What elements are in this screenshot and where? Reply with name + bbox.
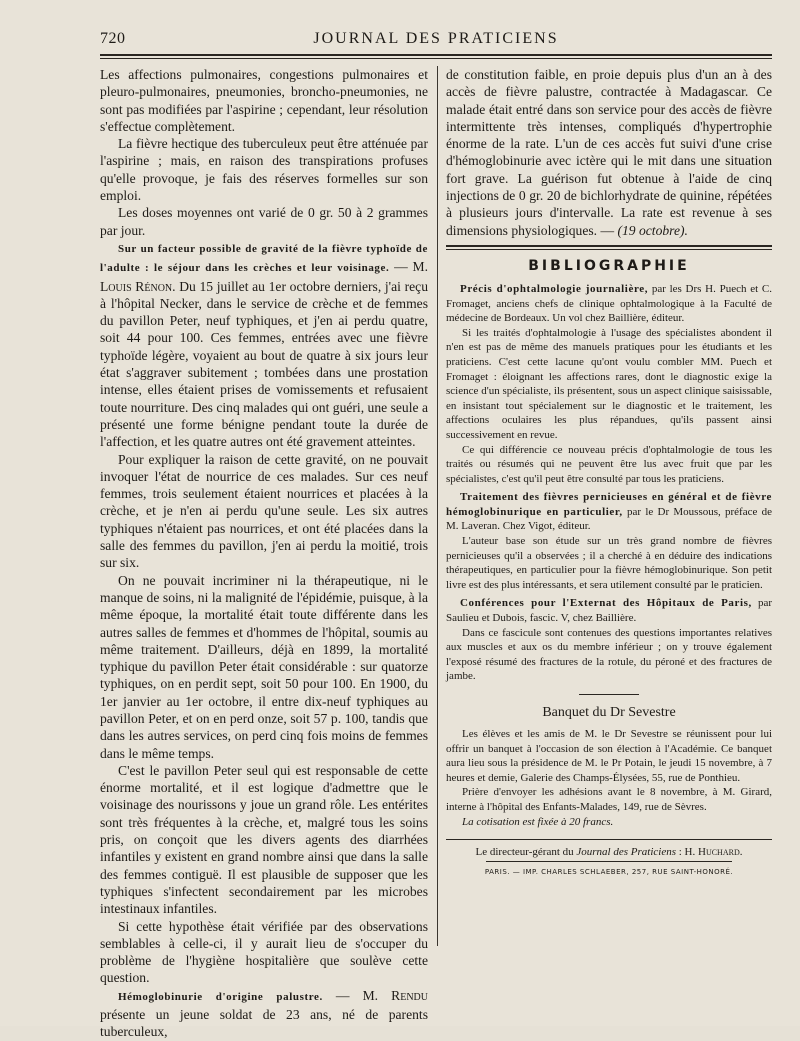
author-rendu: M. Rendu (362, 987, 428, 1003)
banquet-paragraph-1: Les élèves et les amis de M. le Dr Sevestre se réunissent pour lui offrir un banquet à l'occasion de son élection à l'Académie. Ce banquet aura lieu sous la présidence de M. le Pr Potain, le jeudi 15 novembre, à 7 heures et demie, Galerie des Champs-Élysées, 55, rue de Ponthieu. (446, 728, 772, 784)
biblio-text-ophtalmologie: par les Drs H. Puech et C. Fromaget, anciens chefs de clinique ophtalmologique à la Faculté de médecine de Bordeaux. Un vol chez Baillière, éditeur. (446, 282, 772, 325)
biblio-paragraph-ophtalmo-1: Si les traités d'ophtalmologie à l'usage des spécialistes abondent il n'en est pas de même des manuels pratiques pour les étudiants et les praticiens. C'est cette lacune qu'ont voulu combler MM. Puech et Fromaget : éloignant les affections rares, dont le diagnostic exige la science d'un spécialiste, ils présentent, sous un aspect clinique saisissable, en insistant tout spécialement sur le diagnostic et le traitement, les affections oculaires les plus répandues, qu'ils passent ainsi successivement en revue. (446, 326, 772, 441)
paragraph-hectic-fever: La fièvre hectique des tuberculeux peut être atténuée par l'aspirine ; mais, en raison des transpirations profuses qu'elle provoque, je fais des réserves formelles sur son emploi. (100, 136, 428, 204)
banquet-paragraph-2: Prière d'envoyer les adhésions avant le 8 novembre, à M. Girard, interne à l'hôpital des Enfants-Malades, 149, rue de Sèvres. (446, 786, 772, 813)
rendu-continued-text: de constitution faible, en proie depuis plus d'un an à des accès de fièvre palustre, contractée à Madagascar. Ce malade était entré dans son service pour des accès de fièvre intermittente très intenses, compliqués d'hypertrophie énorme de la rate. L'un de ces accès fut suivi d'une crise d'hémoglobinurie avec ictère qui le mit dans une situation fort grave. La guérison fut obtenue à l'aide de cinq injections de 0 gr. 20 de bichlorhydrate de quinine, répétées à plusieurs jours d'intervalle. La rate est revenue à ses dimensions physiologiques. — (446, 67, 772, 238)
bibliography-rule-thin (446, 249, 772, 250)
header-rule (100, 54, 772, 56)
paragraph-pavillon-peter: C'est le pavillon Peter seul qui est responsable de cette énorme mortalité, et il est logique d'admettre que le voisinage des nourissons y joue un grand rôle. Les entérites sont très fréquentes à la crèche, et, malgré tous les soins pris, on conçoit que les divers agents des diarrhées infantiles y existent en grand nombre ainsi que dans la salle des femmes contiguë. Il est plausible de supposer que les typhiques s'infectent secondairement par les microbes intestinaux infantiles. (100, 762, 428, 917)
rendu-text: présente un jeune soldat de 23 ans, né de parents tuberculeux, (100, 1007, 428, 1040)
page-number: 720 (100, 30, 126, 47)
renon-text: Du 15 juillet au 1er octobre derniers, j'ai reçu à l'hôpital Necker, dans le service de crèche et de femmes du pavillon Peter, neuf typhiques, et j'en ai perdu quatre, soit 44 pour 100. Ces femmes, entrées avec une fièvre typhoïde légère, voyaient au bout de quatre à six jours leur état s'aggraver subitement ; tombées dans une prostation intense, elles étaient prises de vomissements et refusaient toute nourriture. Des cinq malades qui ont guéri, une seule a présenté une forme bénigne pendant toute la durée de l'affection, et les quatre autres ont été gravement atteintes. (100, 278, 428, 450)
printer-line: PARIS. — IMP. CHARLES SCHLAEBER, 257, RUE SAINT-HONORÉ. (484, 868, 734, 877)
right-column (446, 66, 772, 876)
banquet-paragraph-3 (446, 815, 772, 830)
biblio-title-conferences: Conférences pour l'Externat des Hôpitaux de Paris, (460, 597, 752, 610)
biblio-entry-conferences (446, 596, 772, 625)
footer-rule (446, 839, 772, 840)
paragraph-renon: Sur un facteur possible de gravité de la fièvre typhoïde de l'adulte : le séjour dans les crèches et leur voisinage. — M. Louis Rénon. Du 15 juillet au 1er octobre derniers, j'ai reçu à l'hôpital Necker, dans le service de crèche et de femmes du pavillon Peter, neuf typhiques, et j'en ai perdu quatre, soit 44 pour 100. Ces femmes, entrées avec une fièvre typhoïde légère, voyaient au bout de quatre à six jours leur état s'aggraver subitement ; tombées dans une prostation intense, elles étaient prises de vomissements et refusaient toute nourriture. Des cinq malades qui ont guéri, une seule a présenté une forme bénigne pendant toute la durée de l'affection, et les quatre autres ont été gravement atteintes. (100, 242, 428, 450)
section-separator (579, 694, 639, 695)
banquet-section (446, 727, 772, 829)
director-prefix: Le directeur-gérant du (475, 846, 574, 859)
section-heading-hemoglobinuria: Hémoglobinurie d'origine palustre. (118, 990, 323, 1003)
paragraph-aspirin-pulmonary: Les affections pulmonaires, congestions pulmonaires et pleuro-pulmonaires, pneumonies, broncho-pneumonies, ne sont pas modifiées par l'aspirine ; cependant, leur résolution s'effectue complètement. (100, 67, 428, 134)
biblio-entry-fievres (446, 490, 772, 534)
biblio-title-fievres: Traitement des fièvres pernicieuses en général et de fièvre hémoglobinurique en particulier, (446, 491, 772, 518)
biblio-paragraph-ophtalmo-2: Ce qui différencie ce nouveau précis d'ophtalmologie de tous les traités ou résumés qui ne peuvent être lus avec fruit que par les spécialistes, c'est qu'il peut être consulté par tous les praticiens. (446, 443, 772, 485)
paragraph-rendu: Hémoglobinurie d'origine palustre. — M. Rendu présente un jeune soldat de 23 ans, né de parents tuberculeux, (100, 987, 428, 1040)
paragraph-doses: Les doses moyennes ont varié de 0 gr. 50 à 2 grammes par jour. (100, 205, 428, 238)
biblio-title-ophtalmologie: Précis d'ophtalmologie journalière, (460, 282, 649, 295)
author-renon: M. Louis Rénon. (100, 259, 428, 294)
page-header (100, 30, 772, 52)
biblio-paragraph-fievres: L'auteur base son étude sur un très grand nombre de fièvres pernicieuses qu'il a observées ; il a cherché à en déduire des indications thérapeutiques, en particulier pour la fièvre hémoglobinurique. Son petit livre est des plus intéressants, et sera utilement consulté par le praticien. (446, 535, 772, 591)
paragraph-therapeutics: On ne pouvait incriminer ni la thérapeutique, ni le manque de soins, ni la malignité de l'épidémie, puisque, à la même époque, la mortalité était toute différente dans les autres salles de femmes et d'hommes de l'hôpital, soumis au même traitement. D'ailleurs, déjà en 1899, la mortalité typhique du pavillon Peter était considérable : sur quatorze typhiques, on en perdit sept, soit 50 pour 100. En 1900, du 1er janvier au 1er octobre, il entre dix-neuf typhiques au pavillon Peter, et on en perd onze, soit 57 p. 100, tandis que dans les autres services, on perd cinq fois moins de femmes dans le même temps. (100, 572, 428, 761)
director-name: : H. Huchard. (678, 846, 743, 859)
bibliography-title: BIBLIOGRAPHIE (528, 257, 690, 274)
section-heading-typhoid: Sur un facteur possible de gravité de la fièvre typhoïde de l'adulte : le séjour dans les crèches et leur voisinage. (100, 242, 428, 275)
director-journal: Journal des Praticiens (576, 846, 676, 859)
paragraph-hypothesis: Si cette hypothèse était vérifiée par des observations semblables à celle-ci, il y aurait lieu de s'occuper du problème de l'hygiène hospitalière que soulève cette question. (100, 918, 428, 986)
biblio-entry-ophtalmologie (446, 282, 772, 326)
banquet-title: Banquet du Dr Sevestre (542, 705, 676, 720)
left-column (100, 66, 428, 1041)
biblio-paragraph-conferences: Dans ce fascicule sont contenues des questions importantes relatives aux muscles et aux os du membre inférieur ; on y trouve également l'exposé résumé des fractures de la rotule, du péroné et des fractures de jambe. (446, 626, 772, 683)
biblio-text-conferences: par Saulieu et Dubois, fascic. V, chez Baillière. (446, 597, 772, 625)
header-rule-thin (100, 58, 772, 59)
bibliography-entries (446, 282, 772, 684)
paragraph-gravity: Pour expliquer la raison de cette gravité, on ne pouvait invoquer l'état de nourrice de ces malades. Sur ces neuf femmes, trois seulement étaient nourrices et placées à la crèche, et je n'en ai perdu qu'une seule. Les six autres typhiques n'étaient pas nourrices, et ont été placées dans la salle des femmes du pavillon, j'en ai perdu la moitié, trois sur six. (100, 451, 428, 571)
bibliography-rule (446, 245, 772, 247)
director-line (446, 846, 772, 858)
column-divider (437, 66, 438, 946)
director-rule (486, 861, 732, 862)
rendu-date: (19 octobre). (617, 222, 688, 238)
biblio-text-fievres: par le Dr Moussous, préface de M. Laveran. Chez Vigot, éditeur. (446, 505, 773, 533)
banquet-cotisation: La cotisation est fixée à 20 francs. (462, 815, 614, 828)
journal-title: JOURNAL DES PRATICIENS (313, 30, 559, 47)
paragraph-rendu-continued (446, 66, 772, 239)
